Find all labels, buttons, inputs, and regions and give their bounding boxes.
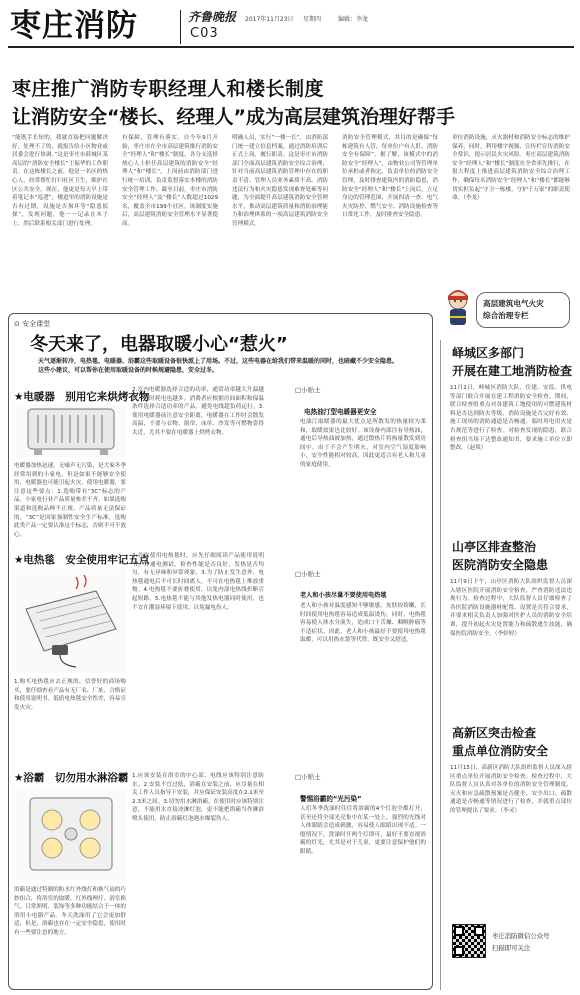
news2-text: 11月9日下午，山亭区消防大队组织监督人员深入辖区医院开展消防安全检查，严查消防违法违规行为。检查过程中，大队监督人员仔细检查了各医院消防设施器材配置、设置是否符合要求，并要求相关负责人加强对医护人员的消防安全培训，提升初起火灾处置能力和疏散逃生技能，确保医院消防安全。（李婷婷） [450,579,572,637]
section3-heading: ★浴霸 切勿用水淋浴霸 [14,772,129,784]
issue-date: 2017年11月23日 [245,16,294,23]
lead-headline-line2: 让消防安全“楼长、经理人”成为高层建筑治理好帮手 [12,106,455,128]
heater-image [16,405,126,457]
section1-text-a: 电暖器加热迅速，无噪声无污染，是大家冬季经常用到的小家电。但是如果不能够安全使用，电暖器也可能引起火灾。使用电暖器，要注意这些要点：1.选购带有“3C”标志的产品。小家电行业产品质量参差不齐，如果选购渠道和选购品种不正规，产品质量无法保证的。“3C”是国家强制性安全生产标准，选购此类产品一定要认准这个标志，否则不可不放心。 [14,463,126,538]
sidebar3-label-text: 小贴士 [301,773,321,781]
news3-title-line1: 高新区突击检查 [452,726,537,740]
sidebar1-label [295,385,321,394]
lead-column-2: 有保障，管理有落实。自今年9月开始，枣庄市在全市高层建筑推行消防安全“经理人”和“楼长”制度。各分支选择热心人士担任高层建筑的消防安全“经理人”和“楼长”，上岗前由消防部门进行统一培训，负责监督落实本楼的消防安全管理工作。截至目前，枣庄市消防安全“经理人”及“楼长”人数超过1029名，覆盖全市199个社区。该制度实施后，高层建筑消防安全管理水平显著提高。 [122,135,218,227]
section2-heading: ★电热毯 安全使用牢记五点 [14,554,150,566]
qr-code-icon[interactable] [452,924,486,958]
page-code: C03 [190,26,219,41]
news3-title-line2: 重点单位消防安全 [452,744,549,758]
electric-blanket-image [16,569,126,673]
sidebar1-title: 电热油汀型电暖器更安全 [304,408,377,416]
feature-tag-label: 安全课堂 [22,320,51,328]
feature-intro: 天气逐渐转冷，电热毯、电暖器、浴霸这些取暖设备很快派上了用场。不过，这些电器在给我们带来温暖的同时，也暗藏不少安全隐患。这些小建议，可以帮你在使用取暖设备的时候规避隐患，安全过冬。 [38,358,399,374]
section1-heading: ★电暖器 别用它来烘烤衣物 [14,391,150,403]
column-badge-line1: 高层建筑电气火灾 [483,299,544,308]
firefighter-mascot-icon [444,288,472,328]
section-title: 枣庄消防 [10,8,138,44]
bath-heater-image [16,788,126,880]
feature-tag [14,319,50,329]
editor-credit: 编辑：李龙 [338,16,369,23]
sidebar2-label [295,569,321,578]
qr-caption-line2: 扫描即可关注 [492,944,531,952]
qr-finder-icon [454,926,464,936]
sidebar2-label-text: 小贴士 [301,570,321,578]
lead-column-1: “能既手长短的，我就直接把问题解决好；处理不了的，就报告给小区物业或居委会进行协调。”这是枣庄市薛城区某高层的“消防安全楼长”王振华的工作职责。在这栋楼长之前，他是一名区的热心人，经常帮忙打扫社区卫生，维护社区公共安全。现在，他更是每天早上带着笔记本“巡逻”，楼道里的消防设施是否有过期，设施是否损坏等“隐患侦探”，发现问题，他一一记录在本子上，然后联系相关部门进行处理。 [12,135,108,227]
news2-title-line2: 医院消防安全隐患 [452,558,549,572]
masthead-divider-vertical [180,10,181,44]
section1-text-b: 2.室内电暖器选择合适的功率，通常功率越大升温越快，同时耗电也越多。消费者应根据房间面积和保温条件选择合适功率的产品，避免电线超负荷运行。3.使用电暖器前注意安全距离，电暖器在工作时会散发高温，不要与衣物、窗帘、床单、沙发等可燃物靠得太近，尤其不要在电暖器上烘烤衣物。 [132,387,264,436]
sidebar3-label [295,772,321,781]
news3-text: 11月15日，高新区消防大队组织监督人员深入辖区重点单位开展消防安全检查。检查过程中，大队监督人员认真对各单位的消防安全管理制度、灭火和应急疏散预案是否健全、安全出口、疏散通道是否畅通等情况进行了检查，并就重点部位的管理提出了要求。（李灵） [450,765,572,814]
sidebar2-title: 老人和小孩尽量不要使用电热毯 [300,592,387,599]
qr-finder-icon [474,926,484,936]
lead-headline-line1: 枣庄推广消防专职经理人和楼长制度 [12,78,325,100]
feature-title: 冬天来了，电器取暖小心“惹火” [30,334,288,355]
news2-title-line1: 山亭区排查整治 [452,540,537,554]
qr-finder-icon [454,946,464,956]
section3-text-a: 浴霸是通过特制的防水红外线灯和换气扇的巧妙组合，将浴室的取暖、红外线理疗、浴室换气、日常照明、装饰等多种功能结合于一体的浴用小电器产品。冬天洗澡用了它会更加舒适，但是，浴霸也存在一定安全隐患，使用时有一些要注意的地方。 [14,887,126,936]
lead-column-3: 明确人员，实行“一楼一长”，由消防部门统一建立信息档案，通过消防培训后正式上岗，履行职责。这是枣庄市消防部门全面高层建筑消防安全综合治理，针对当前高层建筑消防管理中存在的职责不清、管理人员业务素质不高、消防违法行为和火灾隐患发现难查处难等问题，为全面提升高层建筑消防安全管理水平，推动高层建筑质量和消防治理能力和治理体系的一项高层建筑消防安全管理模式。 [232,135,328,227]
note-icon: □ [295,773,302,781]
sidebar1-text: 电油汀取暖器的最大优点是所散发的热量较为柔和，取暖效果也比较好。该设备内部注有导热油，通电后导热油被加热，通过散热片将热量散发到房间中。由于不会产生明火，对室内空气湿度影响小，安全性能相对较高，因此更适合有老人和儿童的家庭使用。 [300,419,426,468]
column-badge [476,292,570,328]
news1-title-line1: 峄城区多部门 [452,346,525,360]
section3-text-b: 1.应该安装在浴室的中心部，电线应该特别注意防水。2.安装不宜过低，浴霸在安装之前，应尽量在相关工作人员指导下安装，并应保证安装高度在2.1米至2.3米之间。3.切勿用水淋浴霸。在使用时应该特别注意，不能用水直接浇淋灯泡，更不能把浴霸当作淋浴喷头使用，防止浴霸灯泡遇水爆裂伤人。 [132,773,264,822]
sidebar2-text: 老人和小孩对温度感知不够敏感，皮肤较娇嫩，长时间使用电热毯容易造成低温烫伤。同时，电热毯容易使人体水分流失，造成口干舌燥、咽喉肿痛等不适症状。因此，老人和小孩最好不要使用电热毯取暖，可以用热水袋等代替，既安全又舒适。 [300,603,426,644]
section2-text-a: 1.购买电热毯应去正规的、信誉好的商场购买，要仔细查看产品有无厂名、厂址、合格证和使用说明书。低质电热毯安全性差，容易引发火灾。 [14,679,126,711]
qr-caption-line1: 枣庄消防微信公众号 [492,932,550,940]
note-icon: □ [295,386,302,394]
paper-name-logo: 齐鲁晚报 [188,10,237,24]
right-column-divider [440,340,441,990]
masthead-rule [8,46,574,48]
note-icon: □ [295,570,302,578]
sidebar1-label-text: 小贴士 [301,386,321,394]
tag-dot-icon: ⊙ [14,320,20,328]
column-badge-line2: 综合治理专栏 [483,311,529,320]
sidebar3-text: 人们冬季洗澡时往往将浴霸的4个灯泡全都打开，甚至还将全部光亮集中在某一处上，强烈的光线对人体眼睛会造成刺激，容易使人眼睛出现不适。一般情况下，洗澡时开两个灯即可，最好不要直视浴霸的灯光，尤其是对于儿童，更要注意保护他们的眼睛。 [300,806,426,855]
news1-text: 11月2日，峄城区消防大队、住建、安监、供电等部门联合开展在建工程消防安全检查。期间，联合检查组重点对各建筑工地使用的可燃建筑材料是否达到防火等级、消防设施是否完好有效、施工现场的消防通道是否畅通、临时用电用火是否规范等进行了检查。对检查发现的隐患，联合检查组当场下达整改通知书，要求施工单位立即整改。（赵琰） [450,385,572,452]
issue-weekday: 星期四 [303,16,322,23]
lead-column-4: 消防安全管理模式，其目的是确保“每栋建筑有人管，每单位户有人盯，消防安全有保障”。据了解，该模式中的消防安全“经理人”，由物业公司等管理单位承担或者指定，负责单位的消防安全管理，及时排查建筑内的消防隐患，消防安全“经理人”和“楼长”上岗后，立足身边的管理范围，开展四清一查、电气火灾防控、燃气安全、消防设施检查等日常化工作，及时排查安全隐患。 [342,135,438,219]
news1-title-line2: 开展在建工地消防检查 [452,364,573,378]
section2-text-b: 2.首次使用电热毯时，应先仔细阅读产品使用说明书，并通电测试，检查性能是否良好，发热是否均匀，有无异味和异常现象。3.为了防止发生意外，电热毯通电后不可长时间离人，不可在电热毯上堆放重物。4.电热毯不要折叠使用，以免内部电热线折断引起短路。5.电热毯不能与其他发热电器同时使用，也不宜在潮湿环境下使用，以免漏电伤人。 [132,553,264,611]
sidebar3-title: 警惕浴霸的“光污染” [300,795,362,803]
lead-column-5: 单位消防设施，灭火器材和消防安全标志的维护保养，同时，利用楼宇视频、宣传栏宣传消防安全常识，提示居民火灾风险。枣庄高层建筑消防安全“经理人”和“楼长”制度在全省率先推行，在很大程度上推进高层建筑消防安全综合治理工作，确保每名消防安全“经理人”和“楼长”都能够切实担负起“守卫一栋楼、守护千万家”的职责使命。（李龙） [452,135,570,202]
